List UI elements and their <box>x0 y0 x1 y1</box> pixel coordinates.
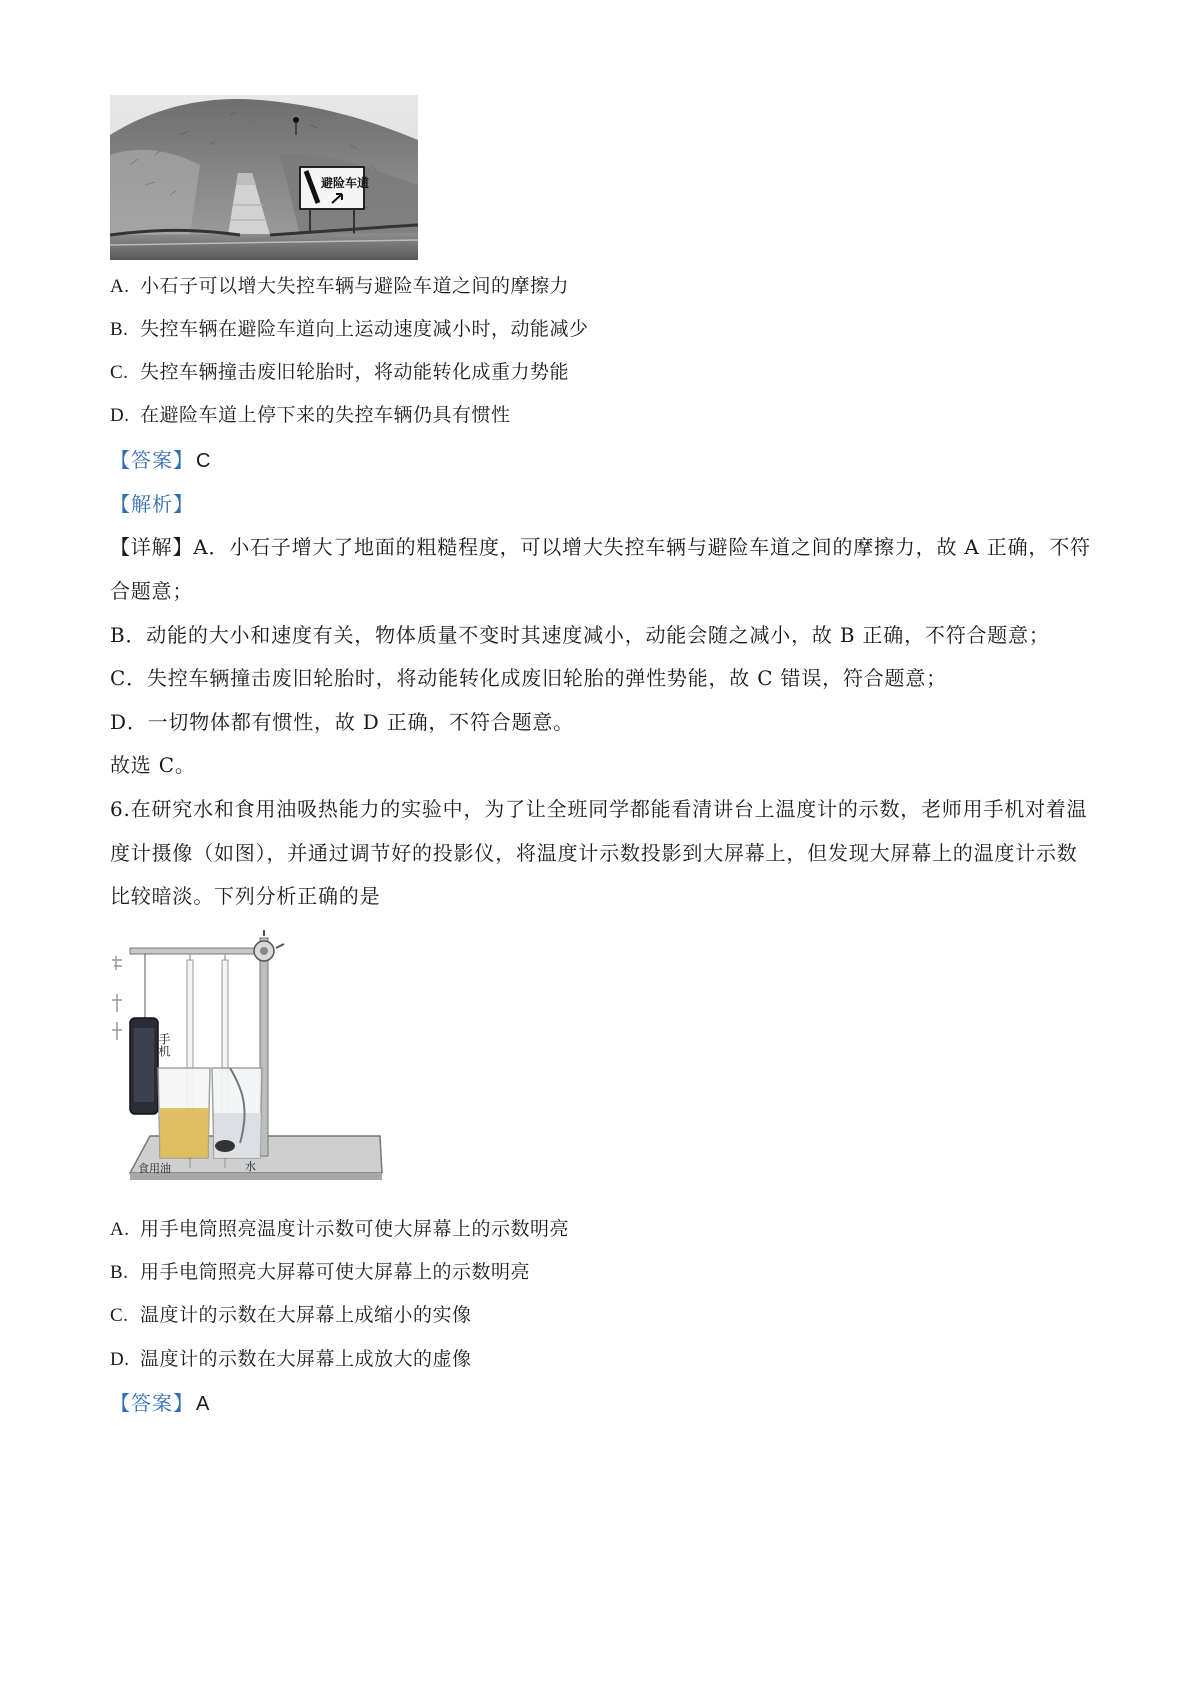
q5-detail-line: D．一切物体都有惯性，故 D 正确，不符合题意。 <box>110 710 574 734</box>
experiment-drawing <box>110 918 390 1188</box>
q6-option-b <box>110 1257 530 1284</box>
water-label: 水 <box>245 1160 256 1173</box>
sign-text: 避险车道 <box>321 176 370 190</box>
q6-option-c <box>110 1300 472 1327</box>
option-text: 失控车辆撞击废旧轮胎时，将动能转化成重力势能 <box>140 361 570 383</box>
option-text: 温度计的示数在大屏幕上成放大的虚像 <box>140 1348 472 1370</box>
option-label: A. <box>110 276 130 297</box>
q6-option-d <box>110 1344 472 1371</box>
option-text: 在避险车道上停下来的失控车辆仍具有惯性 <box>140 404 511 426</box>
q6-answer <box>110 1387 210 1416</box>
q5-answer <box>110 444 211 473</box>
q5-detail-line: C．失控车辆撞击废旧轮胎时，将动能转化成废旧轮胎的弹性势能，故 C 错误，符合题意； <box>110 666 947 690</box>
option-label: B. <box>110 319 129 340</box>
q5-option-d <box>110 400 511 427</box>
q6-stem-line: 6.在研究水和食用油吸热能力的实验中，为了让全班同学都能看清讲台上温度计的示数，老师用手机对着温 <box>110 797 1088 821</box>
q6-stem-line: 比较暗淡。下列分析正确的是 <box>110 884 381 908</box>
option-text: 小石子可以增大失控车辆与避险车道之间的摩擦力 <box>140 275 570 297</box>
q5-detail-line: 合题意； <box>110 579 194 603</box>
option-text: 用手电筒照亮温度计示数可使大屏幕上的示数明亮 <box>140 1218 570 1240</box>
option-text: 用手电筒照亮大屏幕可使大屏幕上的示数明亮 <box>140 1261 531 1283</box>
answer-value: C <box>196 450 212 472</box>
q5-option-b <box>110 314 589 341</box>
phone-label: 手机 <box>157 1033 171 1057</box>
option-label: A. <box>110 1219 130 1240</box>
q5-option-a <box>110 271 569 298</box>
answer-tag: 【答案】 <box>110 448 194 472</box>
answer-value: A <box>196 1393 211 1415</box>
answer-tag: 【答案】 <box>110 1391 194 1415</box>
option-label: D. <box>110 405 130 426</box>
option-text: 温度计的示数在大屏幕上成缩小的实像 <box>140 1304 472 1326</box>
option-label: C. <box>110 362 129 383</box>
q6-stem-line: 度计摄像（如图），并通过调节好的投影仪，将温度计示数投影到大屏幕上，但发现大屏幕上的温度计示数 <box>110 841 1078 865</box>
q6-option-a <box>110 1214 569 1241</box>
option-label: D. <box>110 1349 130 1370</box>
runaway-ramp-photo <box>110 95 418 260</box>
q5-option-c <box>110 357 569 384</box>
q5-detail-line: 【详解】A．小石子增大了地面的粗糙程度，可以增大失控车辆与避险车道之间的摩擦力，故 A 正确，不符 <box>110 535 1091 559</box>
q5-detail-line: B．动能的大小和速度有关，物体质量不变时其速度减小，动能会随之减小，故 B 正确，不符合题意； <box>110 623 1050 647</box>
ramp-photo-drawing <box>110 95 418 260</box>
option-text: 失控车辆在避险车道向上运动速度减小时，动能减少 <box>140 318 589 340</box>
thermometer-experiment-figure <box>110 918 390 1188</box>
q5-analysis-tag: 【解析】 <box>110 492 194 516</box>
q5-detail-line: 故选 C。 <box>110 753 196 777</box>
option-label: C. <box>110 1305 129 1326</box>
oil-label: 食用油 <box>138 1162 171 1175</box>
option-label: B. <box>110 1262 129 1283</box>
